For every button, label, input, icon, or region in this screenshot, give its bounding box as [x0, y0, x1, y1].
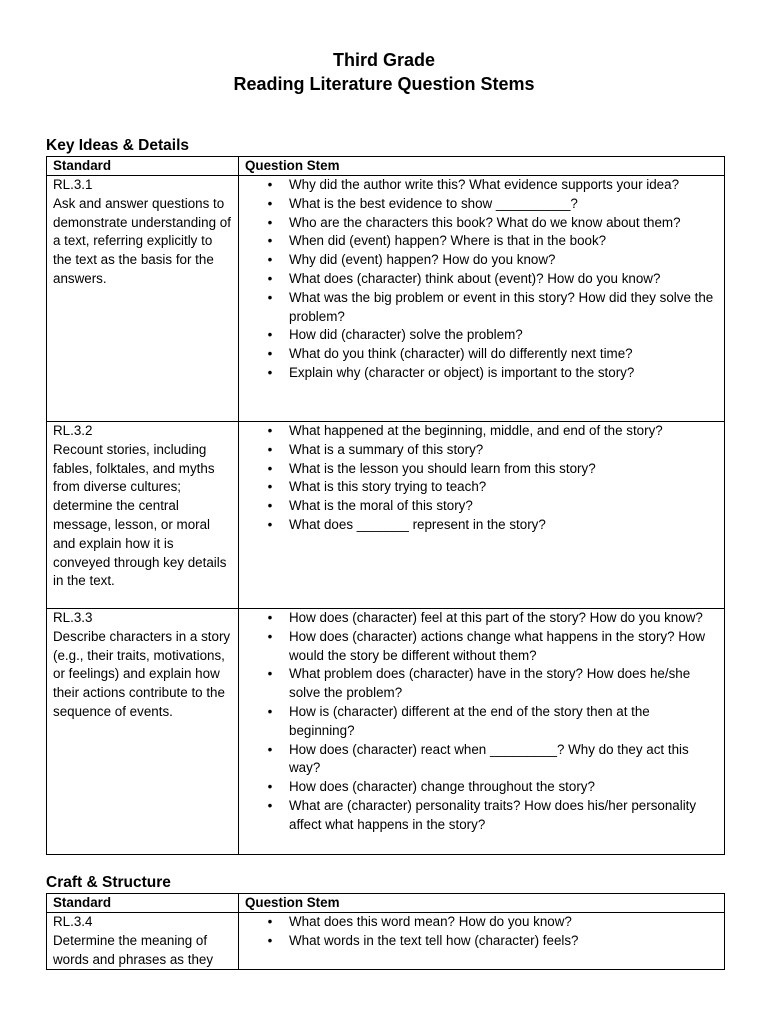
standard-description: Describe characters in a story (e.g., their traits, motivations, or feelings) and explain how their actions contribute to the sequence of events.	[53, 628, 231, 719]
list-item: • Explain why (character or object) is important to the story?	[289, 364, 718, 383]
list-item: • How does (character) actions change what happens in the story? How would the story be different without them?	[289, 628, 718, 666]
craft-structure-table	[46, 893, 725, 970]
list-item: • What does (character) think about (event)? How do you know?	[289, 270, 718, 289]
bullet-icon: •	[267, 214, 273, 230]
question-stem-cell	[239, 609, 725, 855]
bullet-icon: •	[267, 666, 273, 682]
list-item: • What was the big problem or event in this story? How did they solve the problem?	[289, 289, 718, 327]
bullet-icon: •	[267, 479, 273, 495]
list-item: • What does _______ represent in the story?	[289, 516, 718, 535]
list-item: • What is the lesson you should learn from this story?	[289, 460, 718, 479]
list-item: • What problem does (character) have in the story? How does he/she solve the problem?	[289, 665, 718, 703]
bullet-icon: •	[267, 441, 273, 457]
table-header-row	[47, 157, 725, 176]
list-item: • What does this word mean? How do you know?	[289, 913, 718, 932]
bullet-icon: •	[267, 779, 273, 795]
section-heading-key-ideas: Key Ideas & Details	[46, 137, 190, 154]
standard-code: RL.3.1	[53, 177, 93, 192]
standard-code: RL.3.2	[53, 423, 93, 438]
bullet-icon: •	[267, 423, 273, 438]
question-list	[245, 422, 718, 535]
list-item: • How does (character) feel at this part of the story? How do you know?	[289, 609, 718, 628]
list-item: • What is a summary of this story?	[289, 441, 718, 460]
column-header-standard: Standard	[47, 894, 239, 913]
bullet-icon: •	[267, 177, 273, 192]
column-header-question-stem: Question Stem	[239, 157, 725, 176]
key-ideas-table	[46, 156, 725, 855]
list-item: • How does (character) react when _________? Why do they act this way?	[289, 741, 718, 779]
bullet-icon: •	[267, 346, 273, 362]
list-item: • What words in the text tell how (character) feels?	[289, 932, 718, 951]
question-stem-cell	[239, 913, 725, 970]
document-title: Third Grade	[332, 50, 435, 70]
section-heading-craft-structure: Craft & Structure	[46, 874, 171, 891]
document-title-block	[0, 48, 768, 96]
standard-cell	[47, 176, 239, 422]
table-row	[47, 422, 725, 609]
bullet-icon: •	[267, 797, 273, 813]
list-item: • What are (character) personality traits? How does his/her personality affect what happens in the story?	[289, 797, 718, 835]
list-item: • How is (character) different at the end of the story then at the beginning?	[289, 703, 718, 741]
list-item: • What is this story trying to teach?	[289, 478, 718, 497]
bullet-icon: •	[267, 327, 273, 343]
bullet-icon: •	[267, 289, 273, 305]
bullet-icon: •	[267, 364, 273, 380]
list-item: • Why did (event) happen? How do you know?	[289, 251, 718, 270]
list-item: • Why did the author write this? What evidence supports your idea?	[289, 176, 718, 195]
list-item: • What is the moral of this story?	[289, 497, 718, 516]
bullet-icon: •	[267, 516, 273, 532]
question-list	[245, 913, 718, 951]
list-item: • Who are the characters this book? What do we know about them?	[289, 214, 718, 233]
bullet-icon: •	[267, 628, 273, 644]
column-header-question-stem: Question Stem	[239, 894, 725, 913]
standard-cell	[47, 913, 239, 970]
bullet-icon: •	[267, 460, 273, 476]
bullet-icon: •	[267, 270, 273, 286]
list-item: • How does (character) change throughout the story?	[289, 778, 718, 797]
table-row	[47, 176, 725, 422]
bullet-icon: •	[267, 914, 273, 929]
table-row	[47, 913, 725, 970]
list-item: • When did (event) happen? Where is that in the book?	[289, 232, 718, 251]
bullet-icon: •	[267, 741, 273, 757]
bullet-icon: •	[267, 932, 273, 948]
table-row	[47, 609, 725, 855]
question-list	[245, 609, 718, 835]
list-item: • What is the best evidence to show __________?	[289, 195, 718, 214]
standard-cell	[47, 609, 239, 855]
bullet-icon: •	[267, 233, 273, 249]
list-item: • How did (character) solve the problem?	[289, 326, 718, 345]
standard-description: Recount stories, including fables, folktales, and myths from diverse cultures; determine the central message, lesson, or moral and explain how it is conveyed through key details in the text.	[53, 441, 227, 589]
question-list	[245, 176, 718, 383]
bullet-icon: •	[267, 252, 273, 268]
standard-description: Determine the meaning of words and phrases as they	[53, 932, 214, 967]
standard-code: RL.3.3	[53, 610, 93, 625]
list-item: • What happened at the beginning, middle, and end of the story?	[289, 422, 718, 441]
standard-cell	[47, 422, 239, 609]
standard-description: Ask and answer questions to demonstrate understanding of a text, referring explicitly to the text as the basis for the answers.	[53, 195, 231, 286]
list-item: • What do you think (character) will do differently next time?	[289, 345, 718, 364]
bullet-icon: •	[267, 498, 273, 514]
bullet-icon: •	[267, 610, 273, 625]
bullet-icon: •	[267, 195, 273, 211]
question-stem-cell	[239, 176, 725, 422]
column-header-standard: Standard	[47, 157, 239, 176]
table-header-row	[47, 894, 725, 913]
bullet-icon: •	[267, 703, 273, 719]
document-subtitle: Reading Literature Question Stems	[233, 74, 535, 94]
question-stem-cell	[239, 422, 725, 609]
standard-code: RL.3.4	[53, 914, 93, 929]
